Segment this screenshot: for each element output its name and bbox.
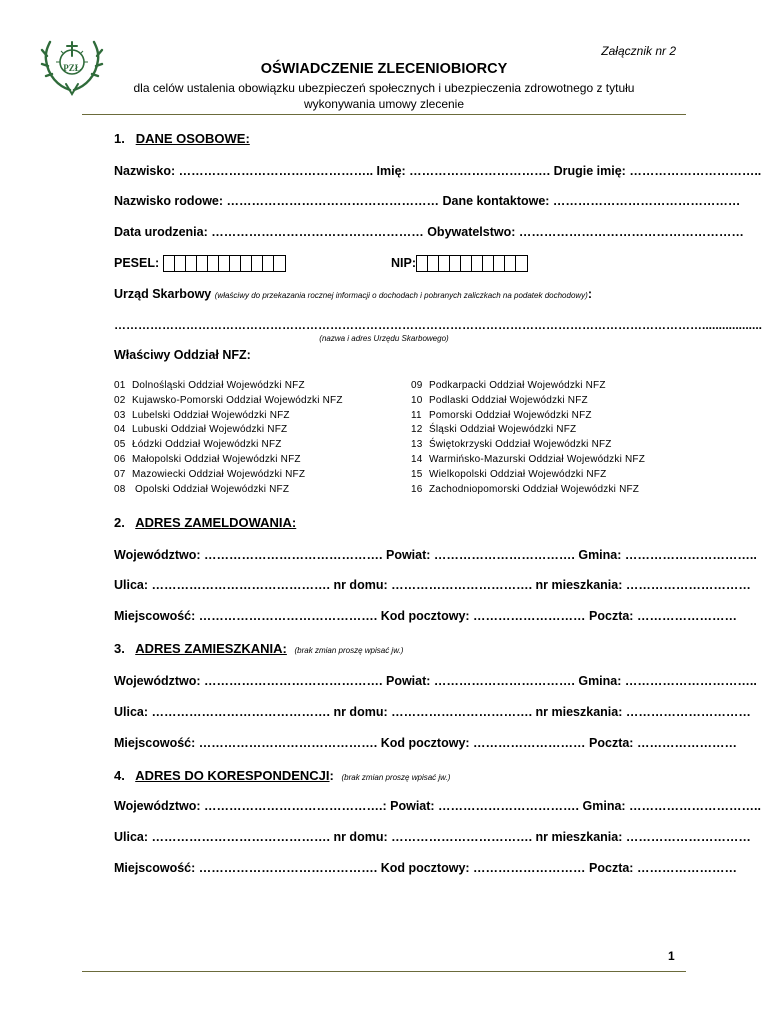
nfz-option[interactable]: 05 Łódzki Oddział Wojewódzki NFZ xyxy=(114,439,282,451)
section-4-number: 4. xyxy=(114,768,125,783)
correspondence-city-row[interactable]: Miejscowość: ……………………………………. Kod pocztowy: ……………………… Poczta: …………………… xyxy=(114,861,737,875)
nfz-list-left xyxy=(114,379,343,497)
nfz-title: Właściwy Oddział NFZ: xyxy=(114,348,251,362)
annex-label: Załącznik nr 2 xyxy=(601,44,676,58)
nfz-option[interactable]: 04 Lubuski Oddział Wojewódzki NFZ xyxy=(114,424,288,436)
nip-boxes[interactable] xyxy=(416,255,528,272)
section-1-heading xyxy=(114,131,250,146)
nfz-option[interactable]: 14 Warmińsko-Mazurski Oddział Wojewódzki NFZ xyxy=(411,453,646,465)
nip-field xyxy=(391,255,591,272)
pesel-label: PESEL: xyxy=(114,255,160,270)
tax-office-label: Urząd Skarbowy xyxy=(114,287,212,301)
tax-office-note: (właściwy do przekazania rocznej informacji o dochodach i pobranych zaliczkach na podatek dochodowy) xyxy=(214,291,588,300)
page-number: 1 xyxy=(668,949,675,963)
section-1-title: DANE OSOBOWE: xyxy=(135,131,250,146)
registered-street-row[interactable]: Ulica: ……………………………………. nr domu: ……………………………. nr mieszkania: ………………………… xyxy=(114,578,751,592)
nip-label: NIP: xyxy=(391,255,416,270)
tax-office-input-line[interactable]: ………………………………………………………………………………………………………………………………….................. xyxy=(114,318,763,332)
section-2-number: 2. xyxy=(114,515,125,530)
nfz-option[interactable]: 03 Lubelski Oddział Wojewódzki NFZ xyxy=(114,409,290,421)
correspondence-street-row[interactable]: Ulica: ……………………………………. nr domu: ……………………………. nr mieszkania: ………………………… xyxy=(114,830,751,844)
section-4-note: (brak zmian proszę wpisać jw.) xyxy=(341,773,451,782)
nfz-option[interactable]: 08 Opolski Oddział Wojewódzki NFZ xyxy=(114,483,290,495)
registered-city-row[interactable]: Miejscowość: ……………………………………. Kod pocztowy: ……………………… Poczta: …………………… xyxy=(114,609,737,623)
personal-maiden-name-row[interactable]: Nazwisko rodowe: …………………………………………… Dane kontaktowe: ……………………………………… xyxy=(114,194,741,208)
nfz-option[interactable]: 10 Podlaski Oddział Wojewódzki NFZ xyxy=(411,394,588,406)
section-4-heading xyxy=(114,768,450,783)
tax-office-caption: (nazwa i adres Urzędu Skarbowego) xyxy=(319,334,449,343)
residence-province-row[interactable]: Województwo: ……………………………………. Powiat: ……………………………. Gmina: ………………………….. xyxy=(114,674,757,688)
residence-city-row[interactable]: Miejscowość: ……………………………………. Kod pocztowy: ……………………… Poczta: …………………… xyxy=(114,736,737,750)
nfz-option[interactable]: 12 Śląski Oddział Wojewódzki NFZ xyxy=(411,424,577,436)
nfz-list-right xyxy=(411,379,645,497)
section-1-number: 1. xyxy=(114,131,125,146)
section-4-title: ADRES DO KORESPONDENCJI xyxy=(135,768,330,783)
personal-birth-row[interactable]: Data urodzenia: …………………………………………… Obywatelstwo: ……………………………………………… xyxy=(114,225,744,239)
section-2-title: ADRES ZAMELDOWANIA: xyxy=(135,515,297,530)
pesel-boxes[interactable] xyxy=(163,255,286,272)
registered-province-row[interactable]: Województwo: ……………………………………. Powiat: ……………………………. Gmina: ………………………….. xyxy=(114,548,757,562)
nfz-option[interactable]: 01 Dolnośląski Oddział Wojewódzki NFZ xyxy=(114,380,305,391)
tax-office-row xyxy=(114,287,674,301)
tax-office-colon: : xyxy=(587,287,593,301)
header-rule xyxy=(82,114,686,115)
correspondence-province-row[interactable]: Województwo: …………………………………….: Powiat: ……………………………. Gmina: ………………………….. xyxy=(114,799,761,813)
nfz-option[interactable]: 16 Zachodniopomorski Oddział Wojewódzki NFZ xyxy=(411,483,640,495)
nfz-option[interactable]: 07 Mazowiecki Oddział Wojewódzki NFZ xyxy=(114,468,306,480)
section-3-title: ADRES ZAMIESZKANIA: xyxy=(135,641,287,656)
nfz-option[interactable]: 09 Podkarpacki Oddział Wojewódzki NFZ xyxy=(411,380,606,391)
nfz-option[interactable]: 13 Świętokrzyski Oddział Wojewódzki NFZ xyxy=(411,439,612,451)
section-3-heading xyxy=(114,641,403,656)
nfz-option[interactable]: 06 Małopolski Oddział Wojewódzki NFZ xyxy=(114,453,301,465)
personal-name-row[interactable]: Nazwisko: ……………………………………….. Imię: ……………………………. Drugie imię: ………………………….. xyxy=(114,164,762,178)
residence-street-row[interactable]: Ulica: ……………………………………. nr domu: ……………………………. nr mieszkania: ………………………… xyxy=(114,705,751,719)
nfz-option[interactable]: 15 Wielkopolski Oddział Wojewódzki NFZ xyxy=(411,468,607,480)
document-title: OŚWIADCZENIE ZLECENIOBIORCY xyxy=(260,61,508,77)
footer-rule xyxy=(82,971,686,972)
section-3-number: 3. xyxy=(114,641,125,656)
section-2-heading xyxy=(114,515,296,530)
section-3-note: (brak zmian proszę wpisać jw.) xyxy=(294,646,404,655)
document-subtitle: dla celów ustalenia obowiązku ubezpieczeń społecznych i ubezpieczenia zdrowotnego z tytułu wykonywania umowy zlecenie xyxy=(133,81,635,111)
logo-text: PZŁ xyxy=(63,63,81,73)
section-4-colon: : xyxy=(329,768,334,783)
nfz-option[interactable]: 02 Kujawsko-Pomorski Oddział Wojewódzki NFZ xyxy=(114,394,343,406)
nfz-option[interactable]: 11 Pomorski Oddział Wojewódzki NFZ xyxy=(411,409,592,421)
